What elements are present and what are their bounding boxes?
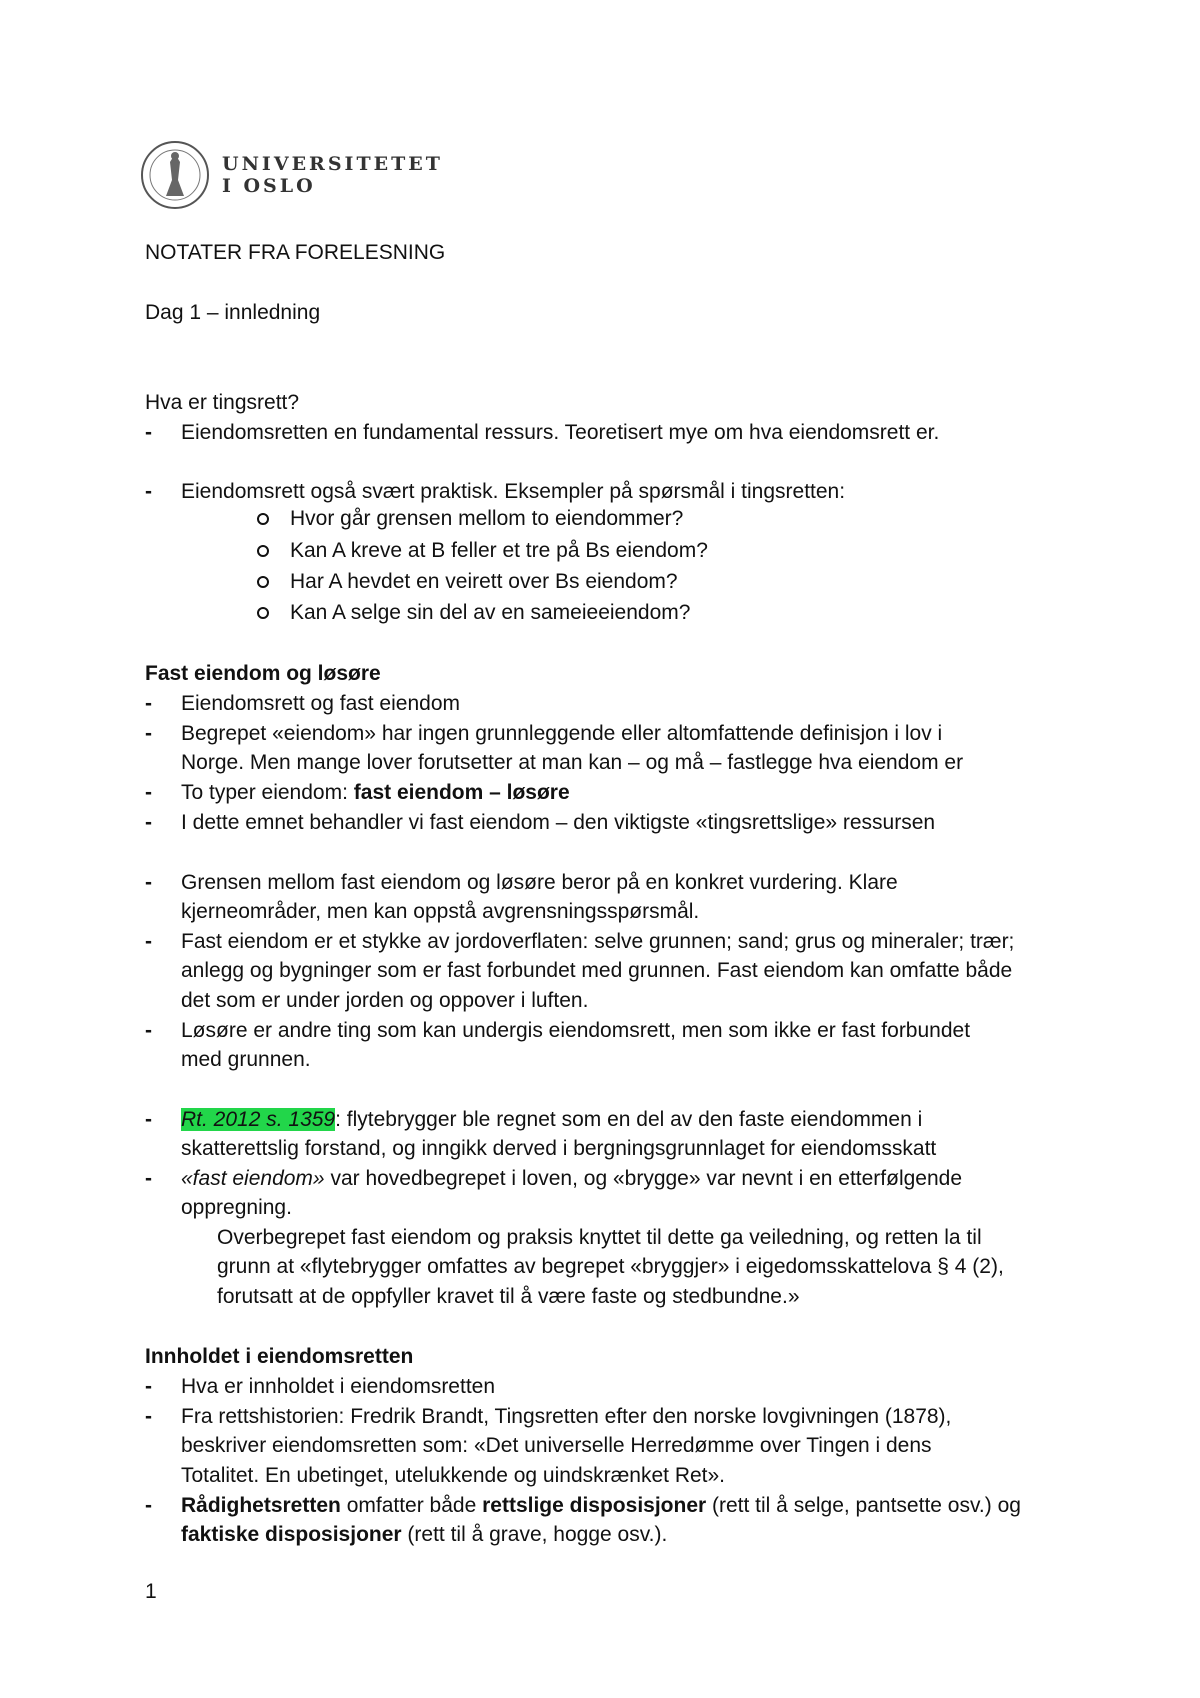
section-title-innholdet: Innholdet i eiendomsretten (145, 1345, 414, 1368)
list-item: Løsøre er andre ting som kan undergis eiendomsrett, men som ikke er fast forbundet (181, 1019, 971, 1042)
bullet-dash: - (145, 871, 152, 894)
logo-line-2: I OSLO (222, 175, 316, 197)
logo-line-1: UNIVERSITETET (222, 153, 443, 175)
circle-bullet-icon (257, 607, 269, 619)
list-item-cont: faktiske disposisjoner (rett til å grave, hogge osv.). (181, 1523, 668, 1546)
sub-list-item: Kan A kreve at B feller et tre på Bs eiendom? (290, 539, 708, 562)
document-heading: NOTATER FRA FORELESNING (145, 241, 446, 264)
sub-list-item: Kan A selge sin del av en sameieeiendom? (290, 601, 691, 624)
list-item-cont: kjerneområder, men kan oppstå avgrensningsspørsmål. (181, 900, 700, 923)
list-item-cont: med grunnen. (181, 1048, 311, 1071)
bullet-dash: - (145, 781, 152, 804)
list-item: To typer eiendom: fast eiendom – løsøre (181, 781, 570, 804)
bullet-dash: - (145, 1019, 152, 1042)
bullet-dash: - (145, 811, 152, 834)
list-item: Rt. 2012 s. 1359: flytebrygger ble regnet som en del av den faste eiendommen i (181, 1108, 923, 1131)
bullet-dash: - (145, 1375, 152, 1398)
list-item-cont: Totalitet. En ubetinget, utelukkende og uindskrænket Ret». (181, 1464, 726, 1487)
bullet-dash: - (145, 1405, 152, 1428)
list-item: «fast eiendom» var hovedbegrepet i loven, og «brygge» var nevnt i en etterfølgende (181, 1167, 963, 1190)
list-item: Fra rettshistorien: Fredrik Brandt, Tingsretten efter den norske lovgivningen (1878), (181, 1405, 952, 1428)
list-item-cont: beskriver eiendomsretten som: «Det universelle Herredømme over Tingen i dens (181, 1434, 932, 1457)
list-item-cont: Norge. Men mange lover forutsetter at man kan – og må – fastlegge hva eiendom er (181, 751, 964, 774)
bullet-dash: - (145, 421, 152, 444)
section-title-fast-eiendom: Fast eiendom og løsøre (145, 662, 381, 685)
list-item: Eiendomsretten en fundamental ressurs. Teoretisert mye om hva eiendomsrett er. (181, 421, 940, 444)
list-item: Eiendomsrett også svært praktisk. Eksempler på spørsmål i tingsretten: (181, 480, 846, 503)
circle-bullet-icon (257, 513, 269, 525)
bullet-dash: - (145, 692, 152, 715)
bullet-dash: - (145, 930, 152, 953)
sub-list-item: Hvor går grensen mellom to eiendommer? (290, 507, 684, 530)
list-item-cont: skatterettslig forstand, og inngikk derved i bergningsgrunnlaget for eiendomsskatt (181, 1137, 937, 1160)
list-item: Hva er innholdet i eiendomsretten (181, 1375, 496, 1398)
list-item: Grensen mellom fast eiendom og løsøre beror på en konkret vurdering. Klare (181, 871, 898, 894)
page-number: 1 (145, 1580, 157, 1603)
bullet-dash: - (145, 480, 152, 503)
bullet-dash: - (145, 1494, 152, 1517)
case-reference-highlight: Rt. 2012 s. 1359 (181, 1108, 336, 1131)
quote-line: Overbegrepet fast eiendom og praksis knyttet til dette ga veiledning, og retten la til (217, 1226, 982, 1249)
university-logo (140, 140, 443, 210)
circle-bullet-icon (257, 576, 269, 588)
list-item: Begrepet «eiendom» har ingen grunnleggende eller altomfattende definisjon i lov i (181, 722, 943, 745)
bullet-dash: - (145, 1167, 152, 1190)
list-item: Rådighetsretten omfatter både rettslige disposisjoner (rett til å selge, pantsette osv.) og (181, 1494, 1021, 1517)
list-item: Fast eiendom er et stykke av jordoverflaten: selve grunnen; sand; grus og mineraler; trær; (181, 930, 1015, 953)
list-item-cont: det som er under jorden og oppover i luften. (181, 989, 589, 1012)
sub-list-item: Har A hevdet en veirett over Bs eiendom? (290, 570, 678, 593)
bullet-dash: - (145, 722, 152, 745)
university-seal-icon (140, 140, 210, 210)
list-item-cont: oppregning. (181, 1196, 292, 1219)
list-item-cont: anlegg og bygninger som er fast forbundet med grunnen. Fast eiendom kan omfatte både (181, 959, 1013, 982)
section-title-tingsrett: Hva er tingsrett? (145, 391, 300, 414)
day-heading: Dag 1 – innledning (145, 301, 321, 324)
circle-bullet-icon (257, 545, 269, 557)
list-item: I dette emnet behandler vi fast eiendom – den viktigste «tingsrettslige» ressursen (181, 811, 936, 834)
bullet-dash: - (145, 1108, 152, 1131)
list-item: Eiendomsrett og fast eiendom (181, 692, 460, 715)
quote-line: forutsatt at de oppfyller kravet til å være faste og stedbundne.» (217, 1285, 800, 1308)
quote-line: grunn at «flytebrygger omfattes av begrepet «bryggjer» i eigedomsskattelova § 4 (2), (217, 1255, 1004, 1278)
